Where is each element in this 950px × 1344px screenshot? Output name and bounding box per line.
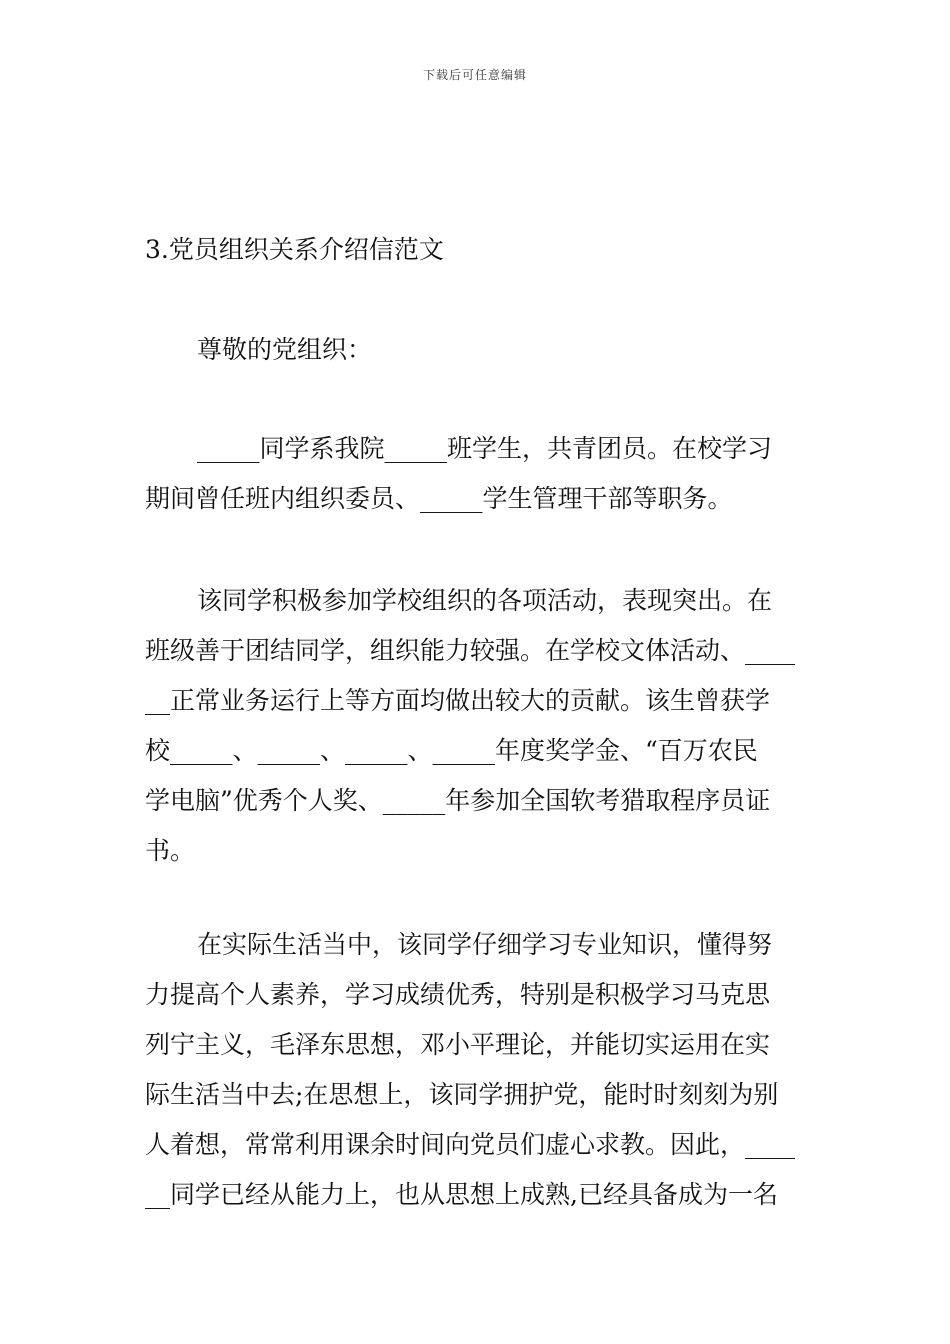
- salutation: 尊敬的党组织：: [197, 335, 373, 364]
- paragraph-line: 书。: [145, 836, 196, 865]
- paragraph-line: 际生活当中去;在思想上，该同学拥护党，能时时刻刻为别: [145, 1080, 779, 1109]
- paragraph-line: __正常业务运行上等方面均做出较大的贡献。该生曾获学: [145, 686, 771, 715]
- paragraph-2: [145, 576, 795, 876]
- paragraph-line: 列宁主义，毛泽东思想，邓小平理论，并能切实运用在实: [145, 1030, 771, 1059]
- paragraph-line: _____同学系我院_____班学生，共青团员。在校学习: [197, 434, 773, 463]
- paragraph-line: 该同学积极参加学校组织的各项活动，表现突出。在: [197, 586, 773, 615]
- paragraph-line: 在实际生活当中，该同学仔细学习专业知识，懂得努: [197, 930, 773, 959]
- paragraph-3: [145, 920, 795, 1220]
- paragraph-line: 班级善于团结同学，组织能力较强。在学校文体活动、____: [145, 636, 796, 665]
- page-header-note: 下载后可任意编辑: [422, 68, 527, 82]
- paragraph-line: 人着想，常常利用课余时间向党员们虚心求教。因此，____: [145, 1130, 796, 1159]
- paragraph-line: 力提高个人素养，学习成绩优秀，特别是积极学习马克思: [145, 980, 771, 1009]
- paragraph-line: 学电脑”优秀个人奖、_____年参加全国软考猎取程序员证: [145, 786, 771, 815]
- paragraph-line: __同学已经从能力上，也从思想上成熟,已经具备成为一名: [145, 1180, 778, 1209]
- paragraph-line: 校_____、_____、_____、_____年度奖学金、“百万农民: [145, 736, 758, 765]
- paragraph-1: [145, 424, 772, 524]
- document-heading: 3.党员组织关系介绍信范文: [145, 235, 444, 264]
- paragraph-line: 期间曾任班内组织委员、_____学生管理干部等职务。: [145, 484, 733, 513]
